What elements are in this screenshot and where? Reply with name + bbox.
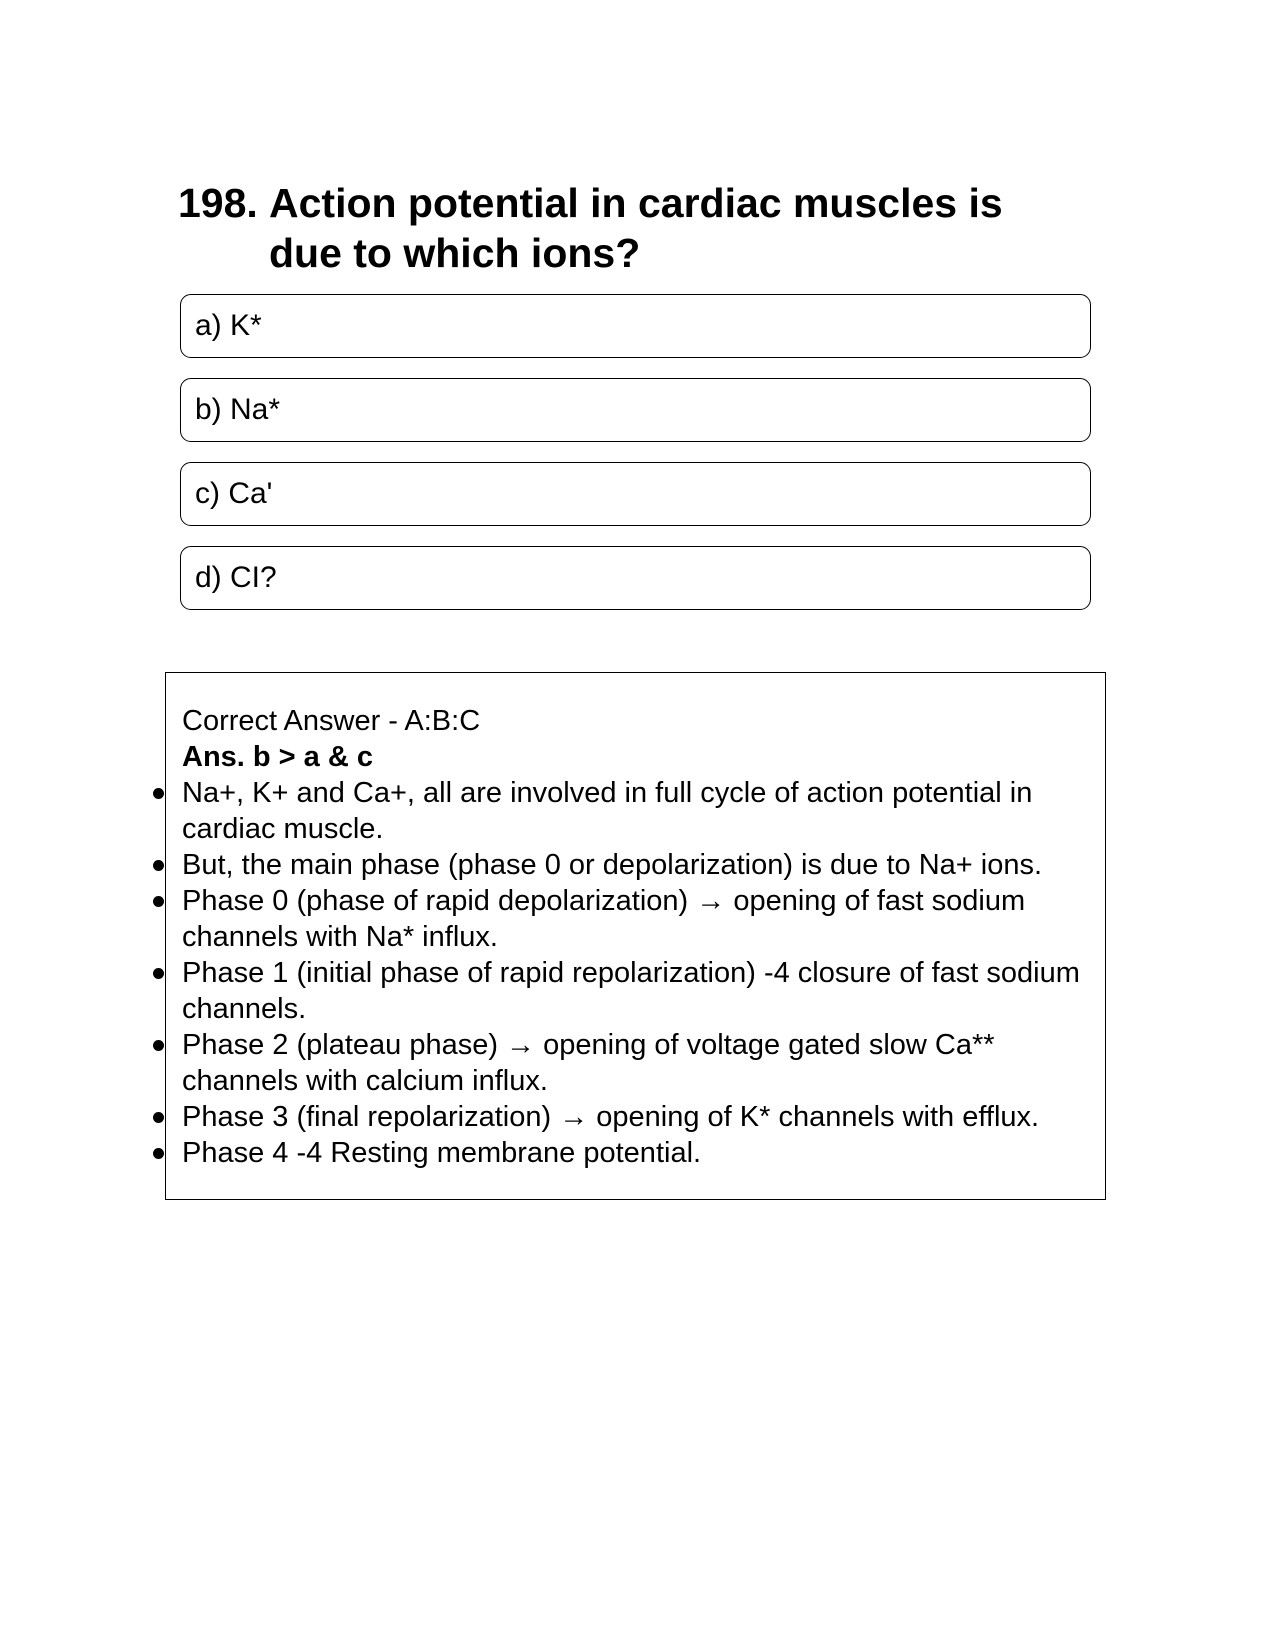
bullet-icon bbox=[153, 968, 164, 979]
option-a[interactable]: a) K* bbox=[180, 294, 1091, 358]
list-item-text: Na+, K+ and Ca+, all are involved in full cycle of action potential in cardiac muscle. bbox=[182, 777, 1033, 845]
explanation-list bbox=[182, 775, 1082, 1171]
list-item bbox=[182, 847, 1082, 883]
bullet-icon bbox=[153, 860, 164, 871]
correct-answer-text: Correct Answer - A:B:C bbox=[182, 705, 481, 737]
list-item-text: Phase 4 -4 Resting membrane potential. bbox=[182, 1137, 702, 1169]
list-item-text: Phase 3 (final repolarization) → opening of K* channels with efflux. bbox=[182, 1101, 1040, 1133]
list-item-text: Phase 1 (initial phase of rapid repolarization) -4 closure of fast sodium channels. bbox=[182, 957, 1080, 1025]
option-d[interactable]: d) CI? bbox=[180, 546, 1091, 610]
list-item bbox=[182, 883, 1082, 955]
list-item bbox=[182, 1135, 1082, 1171]
bullet-icon bbox=[153, 1112, 164, 1123]
list-item-text: Phase 2 (plateau phase) → opening of voltage gated slow Ca** channels with calcium influx. bbox=[182, 1029, 995, 1097]
option-c[interactable]: c) Ca' bbox=[180, 462, 1091, 526]
bullet-icon bbox=[153, 788, 164, 799]
list-item bbox=[182, 1099, 1082, 1135]
list-item-text: Phase 0 (phase of rapid depolarization) → opening of fast sodium channels with Na* influx. bbox=[182, 885, 1026, 953]
answer-summary: Ans. b > a & c bbox=[182, 741, 373, 773]
list-item bbox=[182, 1027, 1082, 1099]
bullet-icon bbox=[153, 1148, 164, 1159]
bullet-icon bbox=[153, 1040, 164, 1051]
question-number: 198. bbox=[178, 180, 258, 226]
list-item bbox=[182, 775, 1082, 847]
list-item-text: But, the main phase (phase 0 or depolarization) is due to Na+ ions. bbox=[182, 849, 1043, 881]
option-b[interactable]: b) Na* bbox=[180, 378, 1091, 442]
question-text: Action potential in cardiac muscles is due to which ions? bbox=[269, 180, 1003, 276]
answer-explanation-box bbox=[165, 672, 1106, 1200]
bullet-icon bbox=[153, 896, 164, 907]
question-heading bbox=[178, 178, 1078, 278]
answer-content bbox=[182, 703, 1082, 1171]
list-item bbox=[182, 955, 1082, 1027]
